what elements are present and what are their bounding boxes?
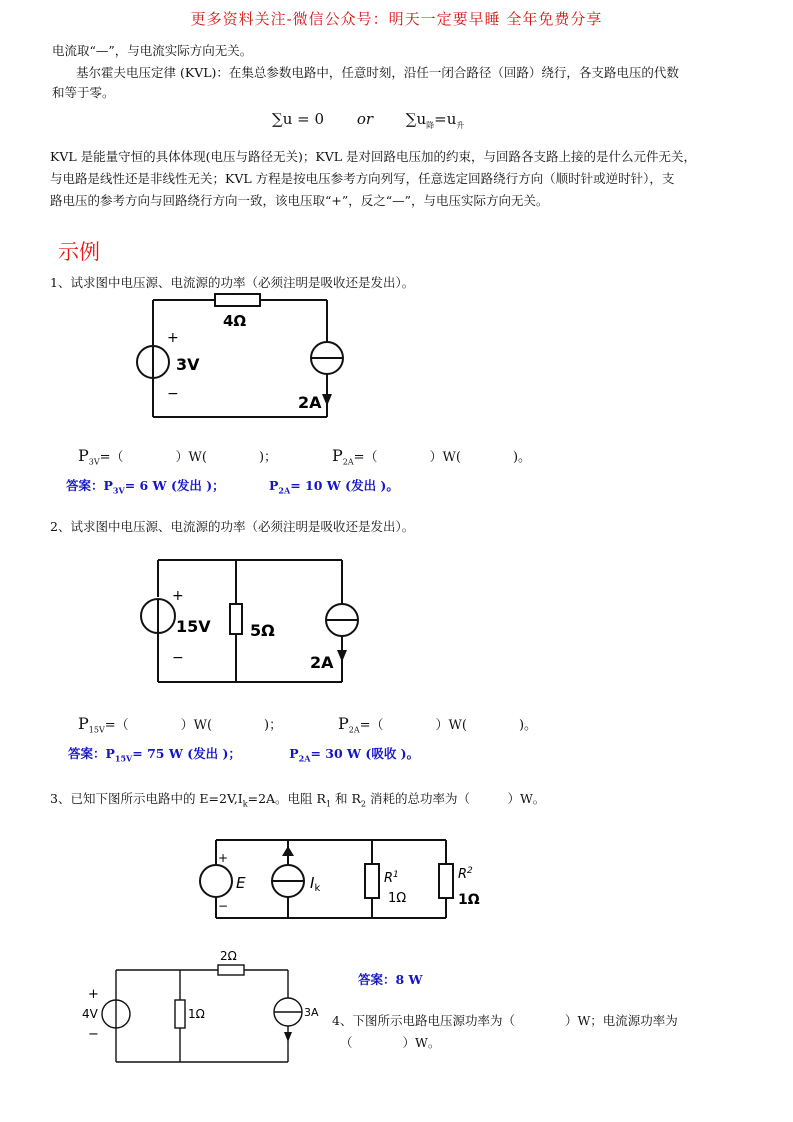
q2-p1-symbol: P (78, 714, 89, 733)
q1-arrow-icon (322, 394, 332, 406)
q3-circuit (196, 834, 492, 926)
q3-r2-label (458, 866, 473, 882)
formula-sub-rise: 升 (456, 121, 465, 130)
q1-p2-sub: 2A (342, 457, 354, 467)
q2-minus: − (172, 650, 184, 666)
kvl-definition-2: 和等于零。 (52, 85, 115, 100)
q2-arrow-icon (337, 650, 347, 662)
formula-or: or (356, 110, 374, 128)
q3-ik-label (310, 874, 320, 894)
kvl-definition-1: 基尔霍夫电压定律 (KVL)：在集总参数电路中，任意时刻，沿任一闭合路径（回路）绕行，各支路电压的代数 (76, 65, 679, 80)
q3-r1-symbol: R (384, 871, 394, 886)
q2-plus: + (172, 588, 184, 604)
q1-answer-rest2: = 10 W (发出 )。 (290, 478, 399, 493)
q2-p1-sub: 15V (88, 725, 105, 735)
q3-r1-sub: 1 (393, 870, 399, 880)
q4-minus: − (88, 1027, 99, 1042)
q3-r2-symbol: R (458, 867, 468, 882)
formula-eq: =u (434, 110, 457, 128)
q4-r-mid: 1Ω (188, 1007, 205, 1021)
q2-p2-sub: 2A (348, 725, 360, 735)
q3-arrow-up-icon (282, 846, 294, 856)
formula-sub-drop: 降 (426, 121, 435, 130)
q4-r-top: 2Ω (220, 949, 237, 963)
q1-minus: − (167, 386, 179, 402)
q1-blank-p3v (78, 446, 277, 467)
q3-text-sub-1: 1 (325, 799, 332, 809)
q4-v-label: 4V (82, 1007, 98, 1021)
q1-v-label: 3V (176, 355, 200, 374)
q4-text-1: 4、下图所示电路电压源功率为（ ）W；电流源功率为 (332, 1013, 678, 1028)
q3-answer: 答案：8 W (358, 972, 423, 987)
q3-plus: + (218, 851, 229, 865)
promo-banner: 更多资料关注-微信公众号：明天一定要早睡 全年免费分享 (190, 10, 603, 28)
q3-r2-sub: 2 (467, 866, 473, 876)
q4-plus: + (88, 987, 99, 1002)
q1-text: 1、试求图中电压源、电流源的功率（必须注明是吸收还是发出）。 (50, 275, 415, 290)
q3-e-label: E (236, 874, 246, 892)
q2-answer-rest1: = 75 W (发出 )； (132, 746, 241, 761)
q3-r1-label (384, 870, 399, 886)
q3-text-sub-k: k (242, 799, 248, 809)
q2-blank-p2a (338, 714, 537, 735)
q1-answer-sub1: 3V (112, 485, 125, 496)
q1-i-label: 2A (298, 393, 322, 412)
q2-p2-rest: =（ ）W( )。 (359, 718, 538, 733)
q1-circuit (130, 290, 360, 420)
q1-answer-label: 答案：P (66, 478, 113, 493)
q4-i-label: 3A (304, 1006, 319, 1019)
formula-sum-u: ∑u (405, 110, 427, 128)
q1-p1-symbol: P (78, 446, 89, 465)
q2-answer2-label: P (289, 746, 299, 761)
kvl-note-1: KVL 是能量守恒的具体体现(电压与路径无关)；KVL 是对回路电压加的约束，与回路各支路上接的是什么元件无关， (50, 149, 697, 164)
q2-p2-symbol: P (338, 714, 349, 733)
q1-answer-sub2: 2A (278, 485, 291, 496)
q3-r2-value: 1Ω (458, 892, 480, 908)
q3-ik-symbol: I (310, 874, 315, 892)
q2-blank-p15v (78, 714, 282, 735)
q2-answer-rest2: = 30 W (吸收 )。 (310, 746, 420, 761)
q3-text-a: 3、已知下图所示电路中的 E=2V,I (50, 791, 243, 806)
q1-p2-symbol: P (332, 446, 343, 465)
q3-text-sub-2: 2 (360, 799, 366, 809)
q2-r-label: 5Ω (250, 621, 275, 640)
q4-arrow-icon (284, 1032, 292, 1042)
formula-sum-zero: ∑u = 0 (272, 110, 325, 128)
q3-text-b: =2A。电阻 R (247, 791, 326, 806)
kvl-formula (272, 110, 464, 131)
kvl-note-3: 路电压的参考方向与回路绕行方向一致，该电压取“+”，反之“—”，与电压实际方向无关。 (50, 193, 549, 208)
q2-answer-label: 答案：P (68, 746, 115, 761)
q1-plus: + (167, 330, 179, 346)
q2-circuit (130, 552, 370, 688)
q3-text (50, 788, 545, 816)
q2-p1-rest: =（ ）W( )； (104, 718, 283, 733)
intro-line-1: 电流取“—”，与电流实际方向无关。 (52, 43, 253, 58)
q1-answer (66, 476, 399, 496)
q2-text: 2、试求图中电压源、电流源的功率（必须注明是吸收还是发出）。 (50, 519, 415, 534)
q2-answer-sub1: 15V (114, 753, 133, 764)
q1-blank-p2a (332, 446, 531, 467)
q3-r1-value: 1Ω (388, 891, 407, 906)
q2-i-label: 2A (310, 653, 334, 672)
q2-answer (68, 744, 419, 764)
q3-text-c: 和 R (331, 791, 361, 806)
q2-v-label: 15V (176, 617, 211, 636)
section-title: 示例 (58, 240, 100, 264)
q2-answer-sub2: 2A (298, 753, 311, 764)
q3-text-d: 消耗的总功率为（ ）W。 (365, 791, 546, 806)
q1-answer2-label: P (269, 478, 279, 493)
q4-circuit (82, 946, 319, 1068)
q3-ik-sub: k (314, 883, 321, 894)
q1-answer-rest1: = 6 W (发出 )； (124, 478, 225, 493)
q1-r-label: 4Ω (223, 312, 247, 330)
q1-p1-rest: =（ ）W( )； (99, 450, 278, 465)
q1-p2-rest: =（ ）W( )。 (353, 450, 532, 465)
q1-p1-sub: 3V (88, 457, 100, 467)
q4-text-2: （ ）W。 (340, 1035, 441, 1050)
q3-minus: − (218, 899, 229, 913)
kvl-note-2: 与电路是线性还是非线性无关；KVL 方程是按电压参考方向列写，任意选定回路绕行方向（顺时针或逆时针），支 (50, 171, 675, 186)
